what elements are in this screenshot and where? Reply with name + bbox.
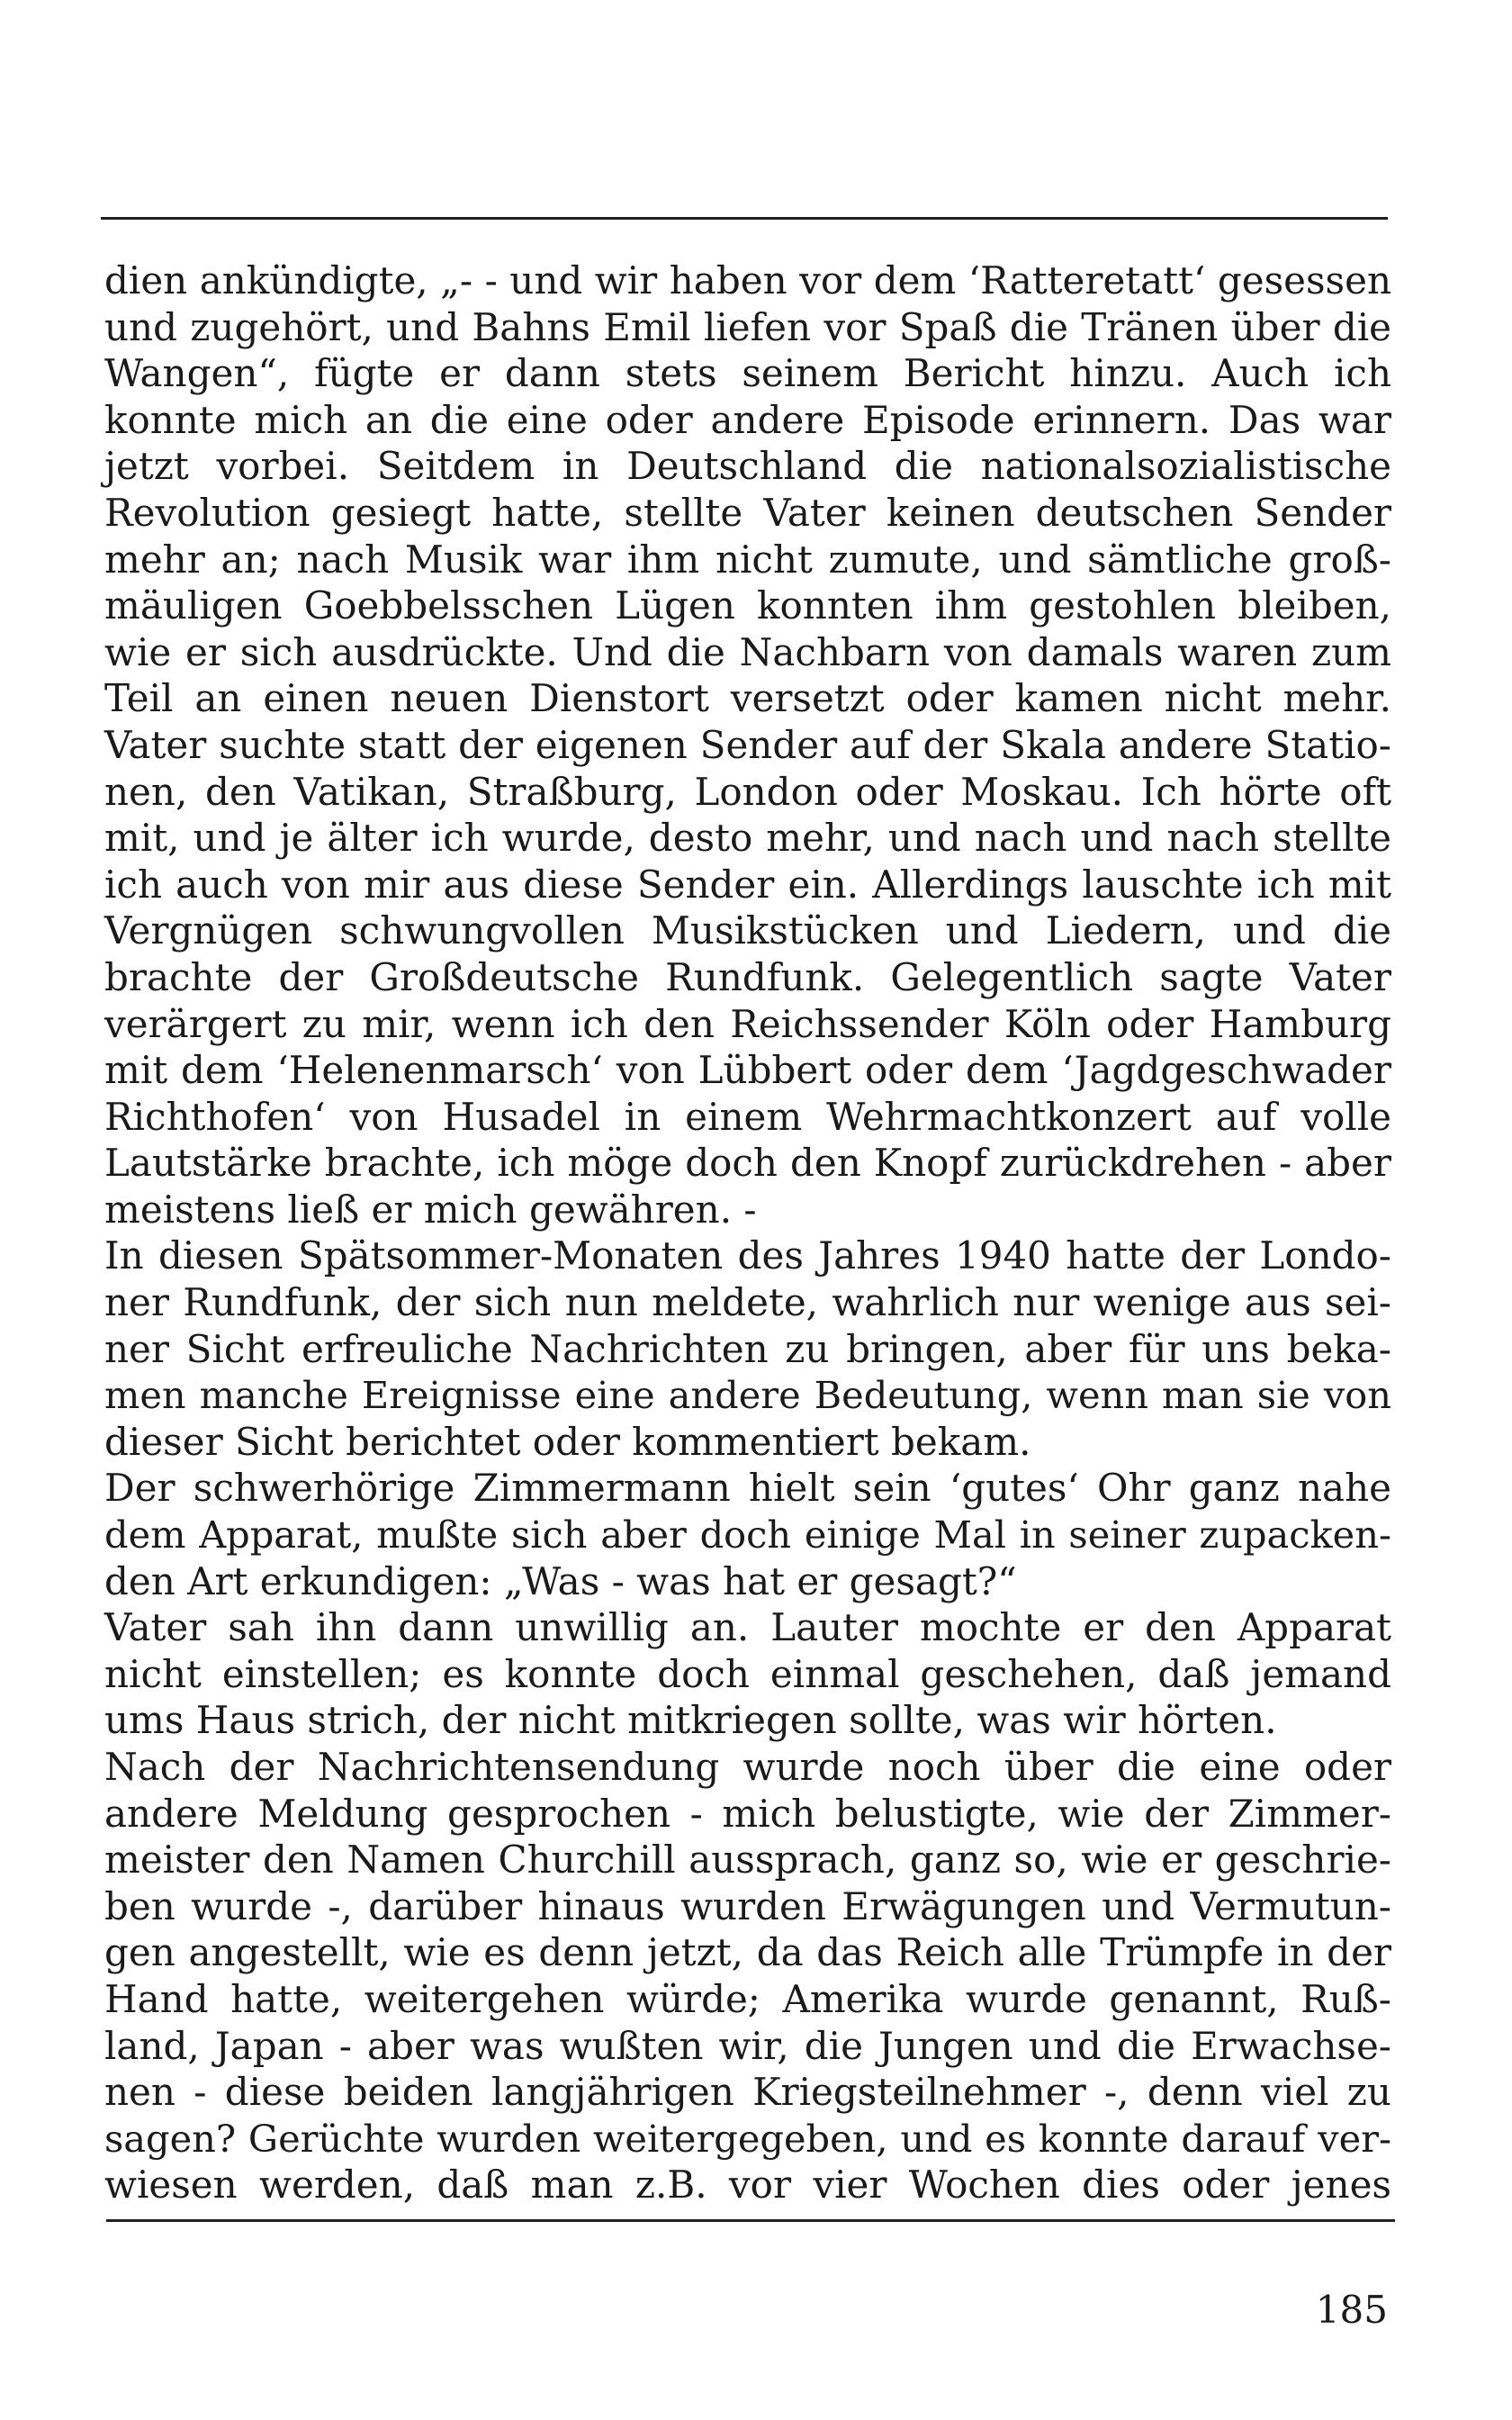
text-line: nen - diese beiden langjährigen Kriegsteilnehmer -, denn viel zu bbox=[104, 2070, 1391, 2115]
text-line: Revolution gesiegt hatte, stellte Vater keinen deutschen Sender bbox=[104, 490, 1391, 535]
text-line: Der schwerhörige Zimmermann hielt sein ‘gutes‘ Ohr ganz nahe bbox=[104, 1466, 1391, 1511]
text-line: ner Sicht erfreuliche Nachrichten zu bringen, aber für uns beka- bbox=[104, 1326, 1391, 1371]
text-line: dieser Sicht berichtet oder kommentiert bekam. bbox=[104, 1419, 1031, 1464]
text-line: Nach der Nachrichtensendung wurde noch über die eine oder bbox=[104, 1745, 1391, 1789]
text-line: den Art erkundigen: „Was - was hat er gesagt?“ bbox=[104, 1558, 1017, 1603]
text-line: dem Apparat, mußte sich aber doch einige Mal in seiner zupacken- bbox=[104, 1512, 1391, 1558]
text-line: ner Rundfunk, der sich nun meldete, wahrlich nur wenige aus sei- bbox=[104, 1280, 1391, 1325]
text-line: dien ankündigte, „- - und wir haben vor dem ‘Ratteretatt‘ gesessen bbox=[104, 258, 1391, 302]
text-line: ich auch von mir aus diese Sender ein. Allerdings lauschte ich mit bbox=[104, 862, 1391, 907]
text-line: und zugehört, und Bahns Emil liefen vor Spaß die Tränen über die bbox=[104, 304, 1391, 349]
body-text bbox=[104, 257, 1391, 2208]
text-line: land, Japan - aber was wußten wir, die Jungen und die Erwachse- bbox=[104, 2023, 1391, 2068]
text-line: Hand hatte, weitergehen würde; Amerika wurde genannt, Ruß- bbox=[104, 1976, 1391, 2021]
text-line: ben wurde -, darüber hinaus wurden Erwägungen und Vermutun- bbox=[104, 1883, 1391, 1928]
text-line: nicht einstellen; es konnte doch einmal geschehen, daß jemand bbox=[104, 1651, 1391, 1696]
text-line: wiesen werden, daß man z.B. vor vier Wochen dies oder jenes bbox=[104, 2163, 1391, 2208]
text-line: Lautstärke brachte, ich möge doch den Knopf zurückdrehen - aber bbox=[104, 1141, 1391, 1186]
text-line: mehr an; nach Musik war ihm nicht zumute, und sämtliche groß- bbox=[104, 537, 1391, 582]
text-line: brachte der Großdeutsche Rundfunk. Gelegentlich sagte Vater bbox=[104, 954, 1391, 999]
bottom-rule bbox=[106, 2219, 1395, 2222]
text-line: Richthofen‘ von Husadel in einem Wehrmachtkonzert auf volle bbox=[104, 1094, 1391, 1139]
text-line: Teil an einen neuen Dienstort versetzt oder kamen nicht mehr. bbox=[104, 676, 1391, 721]
text-line: Wangen“, fügte er dann stets seinem Bericht hinzu. Auch ich bbox=[104, 351, 1391, 396]
text-line: konnte mich an die eine oder andere Episode erinnern. Das war bbox=[104, 397, 1391, 442]
text-line: sagen? Gerüchte wurden weitergegeben, und es konnte darauf ver- bbox=[104, 2116, 1391, 2161]
text-line: mit, und je älter ich wurde, desto mehr, und nach und nach stellte bbox=[104, 816, 1391, 861]
text-line: verärgert zu mir, wenn ich den Reichssender Köln oder Hamburg bbox=[104, 1001, 1391, 1046]
text-line: gen angestellt, wie es denn jetzt, da das Reich alle Trümpfe in der bbox=[104, 1930, 1391, 1975]
text-line: men manche Ereignisse eine andere Bedeutung, wenn man sie von bbox=[104, 1373, 1391, 1418]
text-line: mit dem ‘Helenenmarsch‘ von Lübbert oder dem ‘Jagdgeschwader bbox=[104, 1048, 1391, 1093]
text-line: andere Meldung gesprochen - mich belustigte, wie der Zimmer- bbox=[104, 1791, 1391, 1836]
text-line: wie er sich ausdrückte. Und die Nachbarn von damals waren zum bbox=[104, 629, 1391, 674]
text-line: In diesen Spätsommer-Monaten des Jahres 1940 hatte der Londo- bbox=[104, 1233, 1391, 1278]
top-rule bbox=[101, 217, 1388, 220]
text-line: meistens ließ er mich gewähren. - bbox=[104, 1187, 757, 1232]
text-line: Vater sah ihn dann unwillig an. Lauter mochte er den Apparat bbox=[104, 1605, 1391, 1650]
text-line: nen, den Vatikan, Straßburg, London oder Moskau. Ich hörte oft bbox=[104, 769, 1391, 814]
text-line: mäuligen Goebbelsschen Lügen konnten ihm gestohlen bleiben, bbox=[104, 583, 1391, 628]
text-line: meister den Namen Churchill aussprach, ganz so, wie er geschrie- bbox=[104, 1838, 1391, 1883]
page-number: 185 bbox=[1315, 2288, 1388, 2332]
text-line: ums Haus strich, der nicht mitkriegen sollte, was wir hörten. bbox=[104, 1698, 1277, 1743]
text-line: Vergnügen schwungvollen Musikstücken und Liedern, und die bbox=[104, 908, 1391, 953]
text-line: Vater suchte statt der eigenen Sender auf der Skala andere Statio- bbox=[104, 722, 1391, 767]
text-line: jetzt vorbei. Seitdem in Deutschland die nationalsozialistische bbox=[104, 444, 1391, 489]
